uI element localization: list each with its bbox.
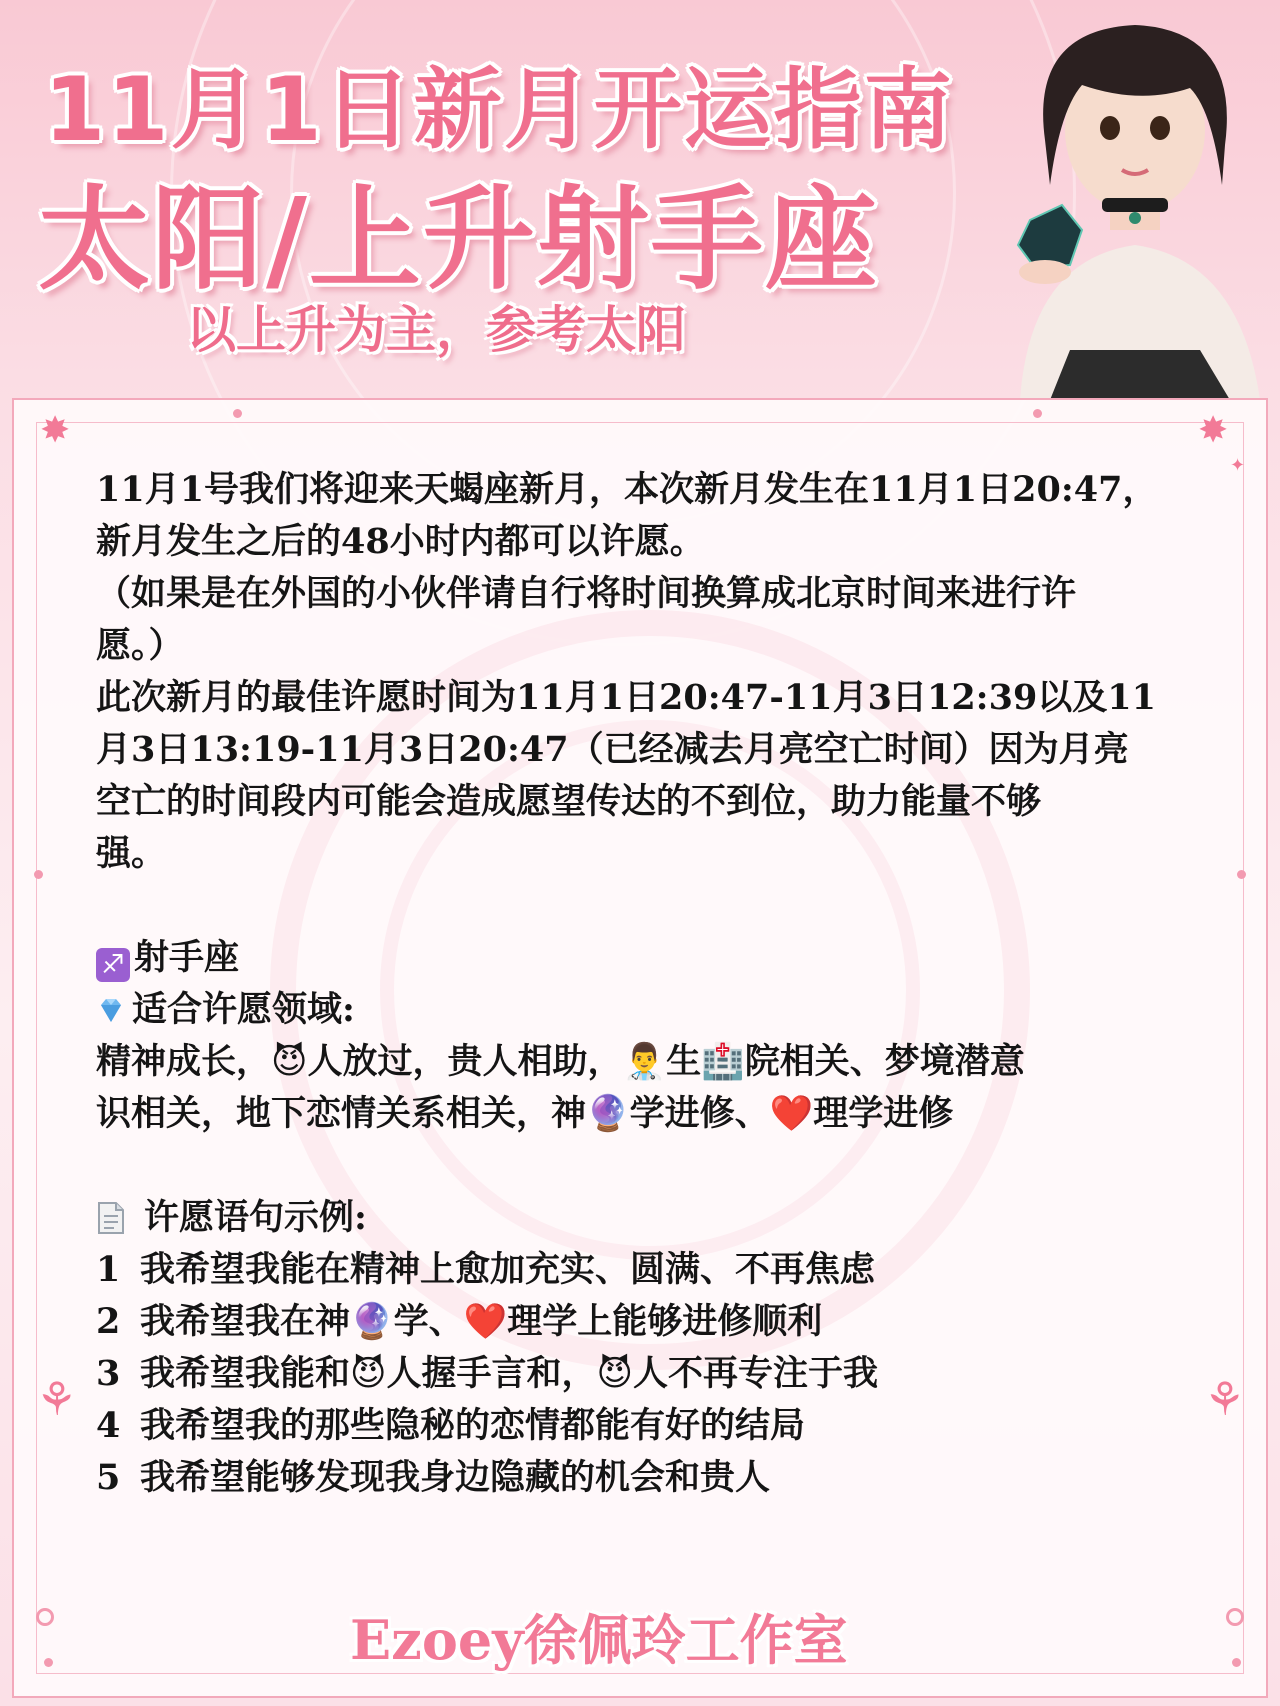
example-text: 我希望我能在精神上愈加充实、圆满、不再焦虑 xyxy=(140,1249,876,1290)
devil-icon: 😈 xyxy=(271,1042,308,1082)
areas-text: 精神成长， xyxy=(96,1041,272,1082)
areas-text: 理学进修 xyxy=(813,1093,954,1134)
devil-icon: 😈 xyxy=(350,1354,387,1394)
example-item xyxy=(96,1452,1206,1504)
example-item xyxy=(96,1296,1206,1348)
starburst-icon: ✸ xyxy=(1198,410,1229,451)
example-text: 人握手言和， xyxy=(386,1353,597,1394)
sparkle-icon: ✦ xyxy=(1230,455,1246,476)
astrologer-portrait-illustration xyxy=(990,10,1280,400)
example-text: 我希望我的那些隐秘的恋情都能有好的结局 xyxy=(140,1405,806,1446)
intro-line: 月3日13:19-11月3日20:47（已经减去月亮空亡时间）因为月亮 xyxy=(96,729,1129,770)
intro-line: 空亡的时间段内可能会造成愿望传达的不到位，助力能量不够 xyxy=(96,781,1042,822)
devil-icon: 😈 xyxy=(596,1354,634,1394)
example-text: 我希望我在神 xyxy=(140,1301,351,1342)
sign-name: 射手座 xyxy=(134,937,240,978)
areas-text: 院相关、梦境潜意 xyxy=(744,1041,1025,1082)
sign-heading xyxy=(96,932,1206,984)
document-icon xyxy=(96,1201,126,1235)
border-dot xyxy=(1232,1658,1241,1667)
example-item xyxy=(96,1244,1206,1296)
intro-line: 新月发生之后的48小时内都可以许愿。 xyxy=(96,521,705,562)
sagittarius-icon: ♐ xyxy=(96,948,130,982)
intro-line: 愿。） xyxy=(96,625,184,666)
intro-line: 强。 xyxy=(96,833,167,874)
border-dot xyxy=(1033,409,1042,418)
fan-ornament-icon: ⚘ xyxy=(1204,1372,1246,1426)
gem-icon xyxy=(96,995,126,1025)
border-dot xyxy=(34,870,43,879)
hospital-icon: 🏥 xyxy=(701,1042,745,1082)
example-number: 4 xyxy=(96,1405,121,1446)
areas-line xyxy=(96,1088,1206,1140)
crystal-ball-icon: 🔮 xyxy=(350,1302,394,1342)
example-item xyxy=(96,1400,1206,1452)
intro-line: （如果是在外国的小伙伴请自行将时间换算成北京时间来进行许 xyxy=(96,573,1077,614)
heart-icon: ❤️ xyxy=(769,1094,814,1134)
areas-heading-text: 适合许愿领域: xyxy=(132,989,355,1030)
subtitle: 以上升为主，参考太阳 xyxy=(186,301,686,359)
example-text: 理学上能够进修顺利 xyxy=(507,1301,823,1342)
examples-heading xyxy=(96,1192,1206,1244)
areas-text: 识相关，地下恋情关系相关，神 xyxy=(96,1093,587,1134)
example-number: 1 xyxy=(96,1249,121,1290)
intro-line: 11月1号我们将迎来天蝎座新月，本次新月发生在11月1日20:47， xyxy=(96,469,1158,510)
examples-heading-text: 许愿语句示例: xyxy=(144,1197,367,1238)
starburst-icon: ✸ xyxy=(40,410,71,451)
title-sign: 太阳/上升射手座 xyxy=(38,175,879,305)
doctor-icon: 👨‍⚕️ xyxy=(622,1042,667,1082)
example-number: 3 xyxy=(96,1353,121,1394)
example-text: 我希望能够发现我身边隐藏的机会和贵人 xyxy=(140,1457,771,1498)
title-date: 11月1日新月开运指南 xyxy=(44,58,954,161)
areas-text: 学进修、 xyxy=(629,1093,770,1134)
areas-text: 生 xyxy=(666,1041,702,1082)
crystal-ball-icon: 🔮 xyxy=(586,1094,630,1134)
areas-text: 人放过，贵人相助， xyxy=(307,1041,623,1082)
example-number: 5 xyxy=(96,1457,121,1498)
example-item xyxy=(96,1348,1206,1400)
intro-line: 此次新月的最佳许愿时间为11月1日20:47-11月3日12:39以及11 xyxy=(96,677,1157,718)
border-dot xyxy=(233,409,242,418)
fan-ornament-icon: ⚘ xyxy=(36,1372,78,1426)
border-dot xyxy=(44,1658,53,1667)
example-text: 人不再专注于我 xyxy=(633,1353,879,1394)
example-text: 学、 xyxy=(393,1301,464,1342)
border-ring xyxy=(36,1608,54,1626)
main-content xyxy=(96,464,1206,1504)
areas-line xyxy=(96,1036,1206,1088)
border-ring xyxy=(1226,1608,1244,1626)
example-number: 2 xyxy=(96,1301,121,1342)
example-text: 我希望我能和 xyxy=(140,1353,351,1394)
heart-icon: ❤️ xyxy=(463,1302,508,1342)
border-dot xyxy=(1237,870,1246,879)
studio-brand: Ezoey徐佩玲工作室 xyxy=(350,1608,848,1672)
areas-heading xyxy=(96,984,1206,1036)
